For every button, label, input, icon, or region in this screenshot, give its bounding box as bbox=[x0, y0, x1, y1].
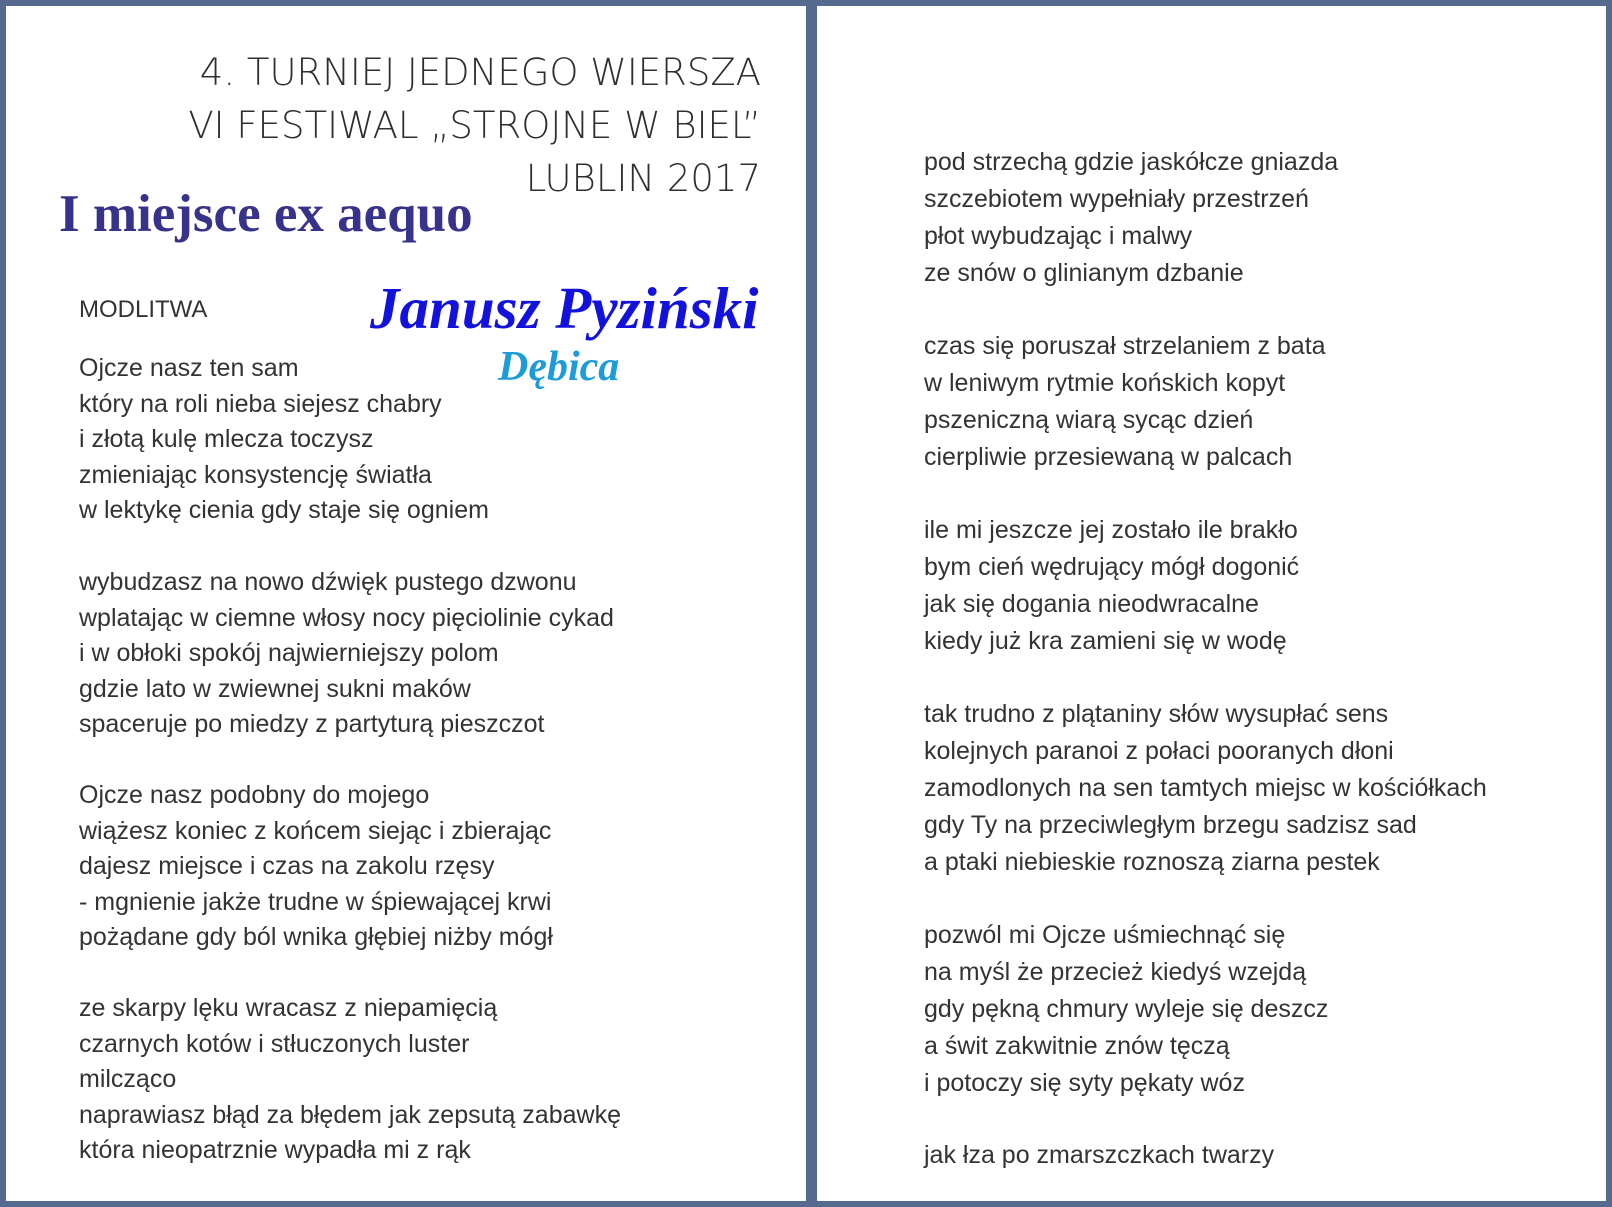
poem-line: - mgnienie jakże trudne w śpiewającej krwi bbox=[79, 887, 552, 916]
poem-line: a ptaki niebieskie roznoszą ziarna pestek bbox=[924, 848, 1380, 876]
poem-line: w lektykę cienia gdy staje się ogniem bbox=[79, 496, 489, 524]
poem-line: gdy pękną chmury wyleje się deszcz bbox=[924, 995, 1329, 1023]
festival-heading bbox=[188, 46, 761, 205]
stanza bbox=[924, 1137, 1274, 1174]
stanza bbox=[924, 328, 1326, 476]
stanza bbox=[924, 917, 1328, 1102]
poem-line: milcząco bbox=[79, 1065, 177, 1093]
poem-line: pozwól mi Ojcze uśmiechnąć się bbox=[924, 921, 1286, 949]
poem-line: w leniwym rytmie końskich kopyt bbox=[924, 369, 1286, 397]
stanza bbox=[79, 778, 553, 956]
poem-line: i potoczy się syty pękaty wóz bbox=[924, 1069, 1245, 1097]
poem-line: i złotą kulę mlecza toczysz bbox=[79, 425, 374, 453]
poem-title: MODLITWA bbox=[79, 296, 208, 323]
poem-line: dajesz miejsce i czas na zakolu rzęsy bbox=[79, 852, 495, 880]
stanza bbox=[79, 351, 489, 529]
poem-line: kiedy już kra zamieni się w wodę bbox=[924, 627, 1287, 655]
poem-line: a świt zakwitnie znów tęczą bbox=[924, 1032, 1230, 1060]
poem-line: pod strzechą gdzie jaskółcze gniazda bbox=[924, 148, 1339, 176]
poem-line: pożądane gdy ból wnika głębiej niżby mógł bbox=[79, 923, 553, 951]
festival-line: LUBLIN 2017 bbox=[525, 157, 761, 200]
poem-line: wiążesz koniec z końcem siejąc i zbierając bbox=[79, 816, 552, 845]
poem-line: ze snów o glinianym dzbanie bbox=[924, 259, 1244, 287]
stanza bbox=[924, 696, 1487, 881]
author-name: Janusz Pyziński bbox=[370, 275, 759, 341]
poem-line: cierpliwie przesiewaną w palcach bbox=[924, 443, 1293, 471]
poem-line: kolejnych paranoi z połaci pooranych dłoni bbox=[924, 737, 1394, 765]
stanza bbox=[924, 512, 1299, 660]
poem-line: na myśl że przecież kiedyś wzejdą bbox=[924, 958, 1307, 986]
poem-line: jak łza po zmarszczkach twarzy bbox=[924, 1141, 1275, 1169]
poem-line: gdy Ty na przeciwległym brzegu sadzisz sad bbox=[924, 811, 1417, 839]
poem-line: tak trudno z plątaniny słów wysupłać sens bbox=[924, 700, 1389, 728]
poem-line: płot wybudzając i malwy bbox=[924, 222, 1193, 250]
poem-line: czarnych kotów i stłuczonych luster bbox=[79, 1029, 470, 1058]
award-title: I miejsce ex aequo bbox=[59, 185, 473, 243]
poem-line: wplatając w ciemne włosy nocy pięciolinie cykad bbox=[79, 603, 614, 632]
poem-line: bym cień wędrujący mógł dogonić bbox=[924, 553, 1300, 581]
poem-line: zmieniając konsystencję światła bbox=[79, 460, 432, 489]
poem-line: wybudzasz na nowo dźwięk pustego dzwonu bbox=[79, 568, 577, 596]
poem-line: zamodlonych na sen tamtych miejsc w kościółkach bbox=[924, 774, 1487, 802]
stanza bbox=[79, 565, 614, 743]
author-town: Dębica bbox=[498, 344, 620, 390]
poem-line: Ojcze nasz podobny do mojego bbox=[79, 781, 430, 809]
poem-line: gdzie lato w zwiewnej sukni maków bbox=[79, 674, 471, 703]
stanza bbox=[924, 144, 1338, 292]
poem-line: który na roli nieba siejesz chabry bbox=[79, 389, 442, 418]
poem-line: jak się dogania nieodwracalne bbox=[924, 590, 1259, 618]
poem-line: ze skarpy lęku wracasz z niepamięcią bbox=[79, 994, 498, 1022]
poem-line: Ojcze nasz ten sam bbox=[79, 354, 299, 382]
poem-line: i w obłoki spokój najwierniejszy polom bbox=[79, 639, 499, 667]
poem-line: ile mi jeszcze jej zostało ile brakło bbox=[924, 516, 1298, 544]
festival-line: 4. TURNIEJ JEDNEGO WIERSZA bbox=[199, 51, 761, 94]
stanza bbox=[79, 991, 621, 1169]
poem-line: spaceruje po miedzy z partyturą pieszczot bbox=[79, 710, 545, 738]
column-divider bbox=[806, 6, 817, 1201]
festival-line: VI FESTIWAL „STROJNE W BIEL” bbox=[188, 104, 761, 147]
poem-line: pszeniczną wiarą sycąc dzień bbox=[924, 406, 1254, 434]
poem-line: czas się poruszał strzelaniem z bata bbox=[924, 332, 1326, 360]
poem-line: która nieopatrznie wypadła mi z rąk bbox=[79, 1136, 471, 1164]
poem-line: szczebiotem wypełniały przestrzeń bbox=[924, 185, 1309, 213]
poem-line: naprawiasz błąd za błędem jak zepsutą zabawkę bbox=[79, 1100, 621, 1129]
